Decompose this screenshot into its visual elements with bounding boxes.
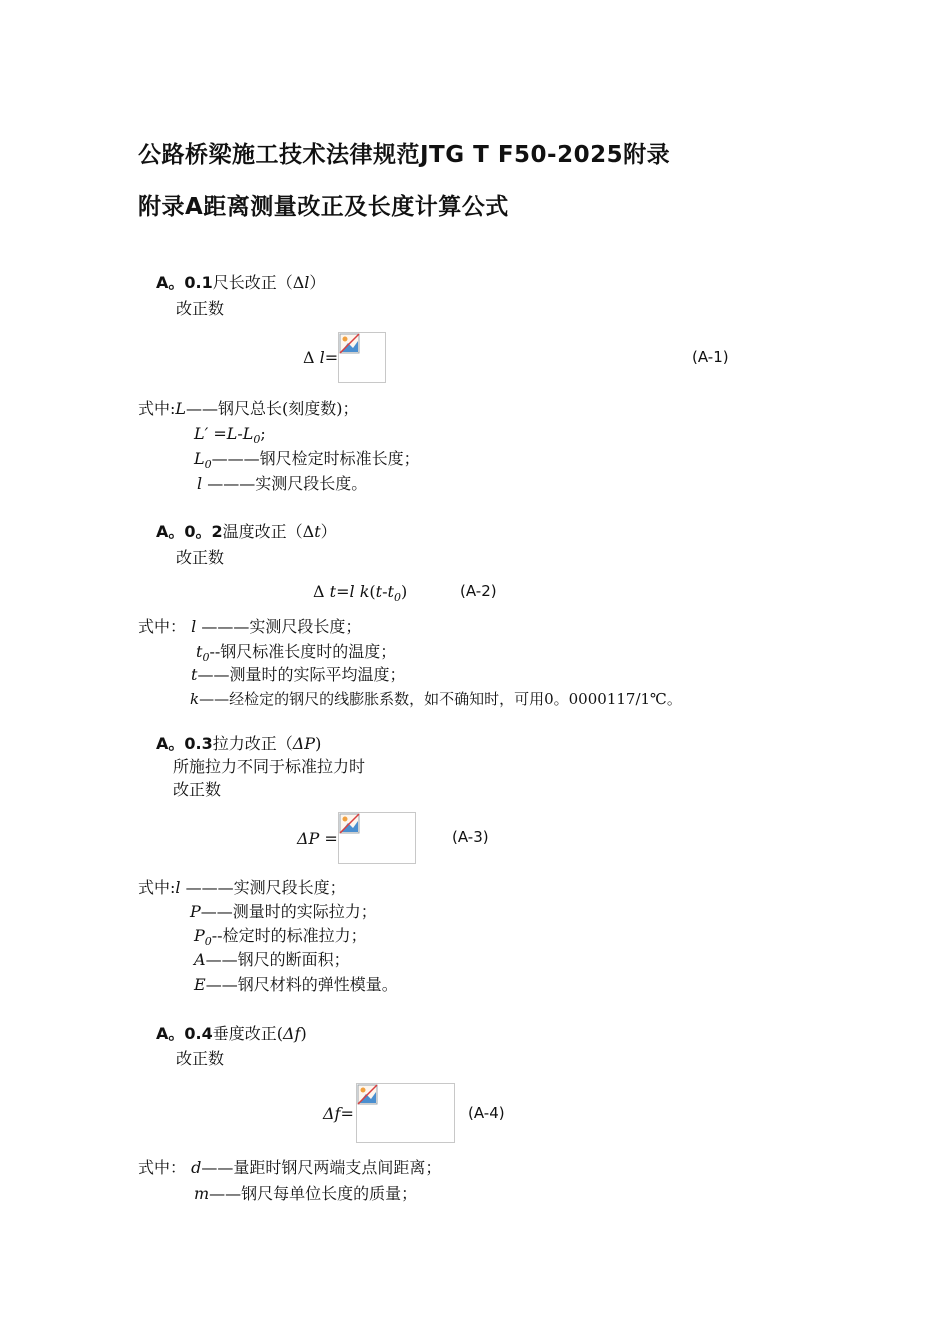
variable: l: [319, 348, 325, 367]
formula-a2: [313, 582, 407, 608]
variable: l: [175, 878, 181, 897]
where-line-1: [138, 399, 359, 419]
delta-symbol: Δ: [303, 348, 315, 367]
paren-close: ): [400, 582, 408, 601]
correction-label: 改正数: [176, 548, 225, 567]
section-number: A。0.3: [156, 734, 213, 753]
formula-lhs: [323, 1104, 354, 1124]
subscript: 0: [204, 458, 212, 472]
formula-image-a3: [338, 812, 416, 864]
where-label: 式中:: [138, 399, 176, 418]
variable: t: [191, 665, 198, 684]
subscript: 0: [253, 433, 261, 447]
section-a04-heading: [156, 1024, 307, 1044]
equals: =: [319, 829, 338, 848]
variable: t: [387, 582, 394, 601]
where-label: 式中：: [138, 617, 187, 636]
section-a03-heading: [156, 734, 321, 754]
definition: ——经检定的钢尺的线膨胀系数，如不确知时，可用0。0000117/1℃。: [199, 690, 682, 708]
where-line-4: [197, 474, 367, 494]
where-line-4: [194, 950, 350, 970]
variable: t: [329, 582, 337, 601]
broken-image-icon: [339, 333, 361, 355]
broken-image-icon: [357, 1084, 379, 1106]
section-heading-text: 尺长改正（Δ: [212, 273, 305, 292]
section-heading-text: 温度改正（Δ: [222, 522, 315, 541]
section-a01-heading: [156, 273, 325, 293]
where-line-4: [190, 689, 682, 709]
section-number: A。0.1: [156, 273, 213, 292]
variable: L: [194, 449, 205, 468]
variable: A: [194, 950, 206, 969]
where-line-1: [138, 1158, 441, 1178]
heading-end: ): [315, 734, 322, 753]
definition: ——钢尺材料的弹性模量。: [205, 975, 398, 994]
definition: ——测量时的实际拉力；: [200, 902, 377, 921]
semicolon: ;: [260, 424, 266, 443]
where-line-1: [138, 878, 346, 898]
variable: L′: [194, 424, 209, 443]
definition: ——测量时的实际平均温度；: [197, 665, 406, 684]
variable: l: [197, 474, 203, 493]
where-line-3: [191, 665, 405, 685]
formula-lhs: [303, 348, 338, 368]
heading-end: ): [300, 1024, 307, 1043]
section-number: A。0.4: [156, 1024, 213, 1043]
definition: ——钢尺每单位长度的质量；: [209, 1184, 418, 1203]
delta-symbol: Δ: [313, 582, 325, 601]
heading-end: ）: [309, 273, 326, 292]
variable: k: [190, 690, 200, 708]
minus: -: [382, 582, 388, 601]
definition: ———实测尺段长度；: [180, 878, 346, 897]
definition: ——钢尺总长(刻度数)；: [186, 399, 359, 418]
variable: P: [190, 902, 201, 921]
variable: k: [359, 582, 370, 601]
section-a02-heading: [156, 522, 337, 542]
variable: t: [314, 522, 321, 541]
definition: ———实测尺段长度。: [202, 474, 368, 493]
correction-label: 改正数: [176, 1049, 225, 1068]
correction-label: 改正数: [176, 299, 225, 318]
equals: =: [336, 582, 350, 601]
equation-number: (A-4): [468, 1104, 505, 1122]
broken-image-icon: [339, 813, 361, 835]
variable: ΔP: [297, 829, 320, 848]
variable: l: [191, 617, 197, 636]
section-heading-text: 拉力改正（: [212, 734, 293, 753]
minus: -: [237, 424, 243, 443]
variable: d: [191, 1158, 202, 1177]
equation-number: (A-3): [452, 828, 489, 846]
variable: t: [375, 582, 383, 601]
formula-image-a1: [338, 332, 386, 383]
subscript: 0: [204, 935, 212, 949]
correction-label: 改正数: [173, 780, 222, 799]
equals: =: [340, 1104, 354, 1123]
section-heading-text: 垂度改正(: [212, 1024, 283, 1043]
where-line-3: [194, 926, 367, 952]
where-line-2: [194, 424, 266, 450]
equation-number: (A-1): [692, 348, 729, 366]
definition: ———钢尺检定时标准长度；: [211, 449, 420, 468]
subscript: 0: [202, 651, 210, 665]
where-line-2: [194, 1184, 417, 1204]
heading-end: ）: [320, 522, 337, 541]
equation-number: (A-2): [460, 582, 497, 600]
where-line-5: [194, 975, 398, 995]
section-number: A。0。2: [156, 522, 223, 541]
condition-text: 所施拉力不同于标准拉力时: [173, 757, 366, 776]
variable: t: [196, 642, 203, 661]
where-line-3: [194, 449, 420, 475]
variable: Δf: [323, 1104, 341, 1123]
variable: E: [194, 975, 206, 994]
where-label: 式中：: [138, 1158, 187, 1177]
where-line-2: [190, 902, 377, 922]
appendix-title: 附录A距离测量改正及长度计算公式: [138, 194, 509, 220]
equals: =: [324, 348, 339, 367]
variable: L: [175, 399, 187, 418]
formula-image-a4: [356, 1083, 455, 1143]
equals: =: [213, 424, 227, 443]
definition: --检定时的标准拉力；: [211, 926, 367, 945]
variable: L: [242, 424, 254, 443]
variable: ΔP: [292, 734, 316, 753]
where-line-1: [138, 617, 361, 637]
definition: ——量距时钢尺两端支点间距离；: [201, 1158, 442, 1177]
variable: l: [304, 273, 310, 292]
variable: m: [194, 1184, 210, 1203]
variable: P: [194, 926, 205, 945]
definition: ———实测尺段长度；: [196, 617, 362, 636]
paren-open: (: [369, 582, 376, 601]
where-label: 式中:: [138, 878, 176, 897]
document-title: 公路桥梁施工技术法律规范JTG T F50-2025附录: [138, 142, 671, 168]
definition: ——钢尺的断面积；: [205, 950, 350, 969]
formula-lhs: [297, 829, 338, 849]
variable: l: [349, 582, 355, 601]
definition: --钢尺标准长度时的温度；: [209, 642, 397, 661]
variable: Δf: [282, 1024, 301, 1043]
subscript: 0: [393, 591, 401, 605]
variable: L: [226, 424, 238, 443]
